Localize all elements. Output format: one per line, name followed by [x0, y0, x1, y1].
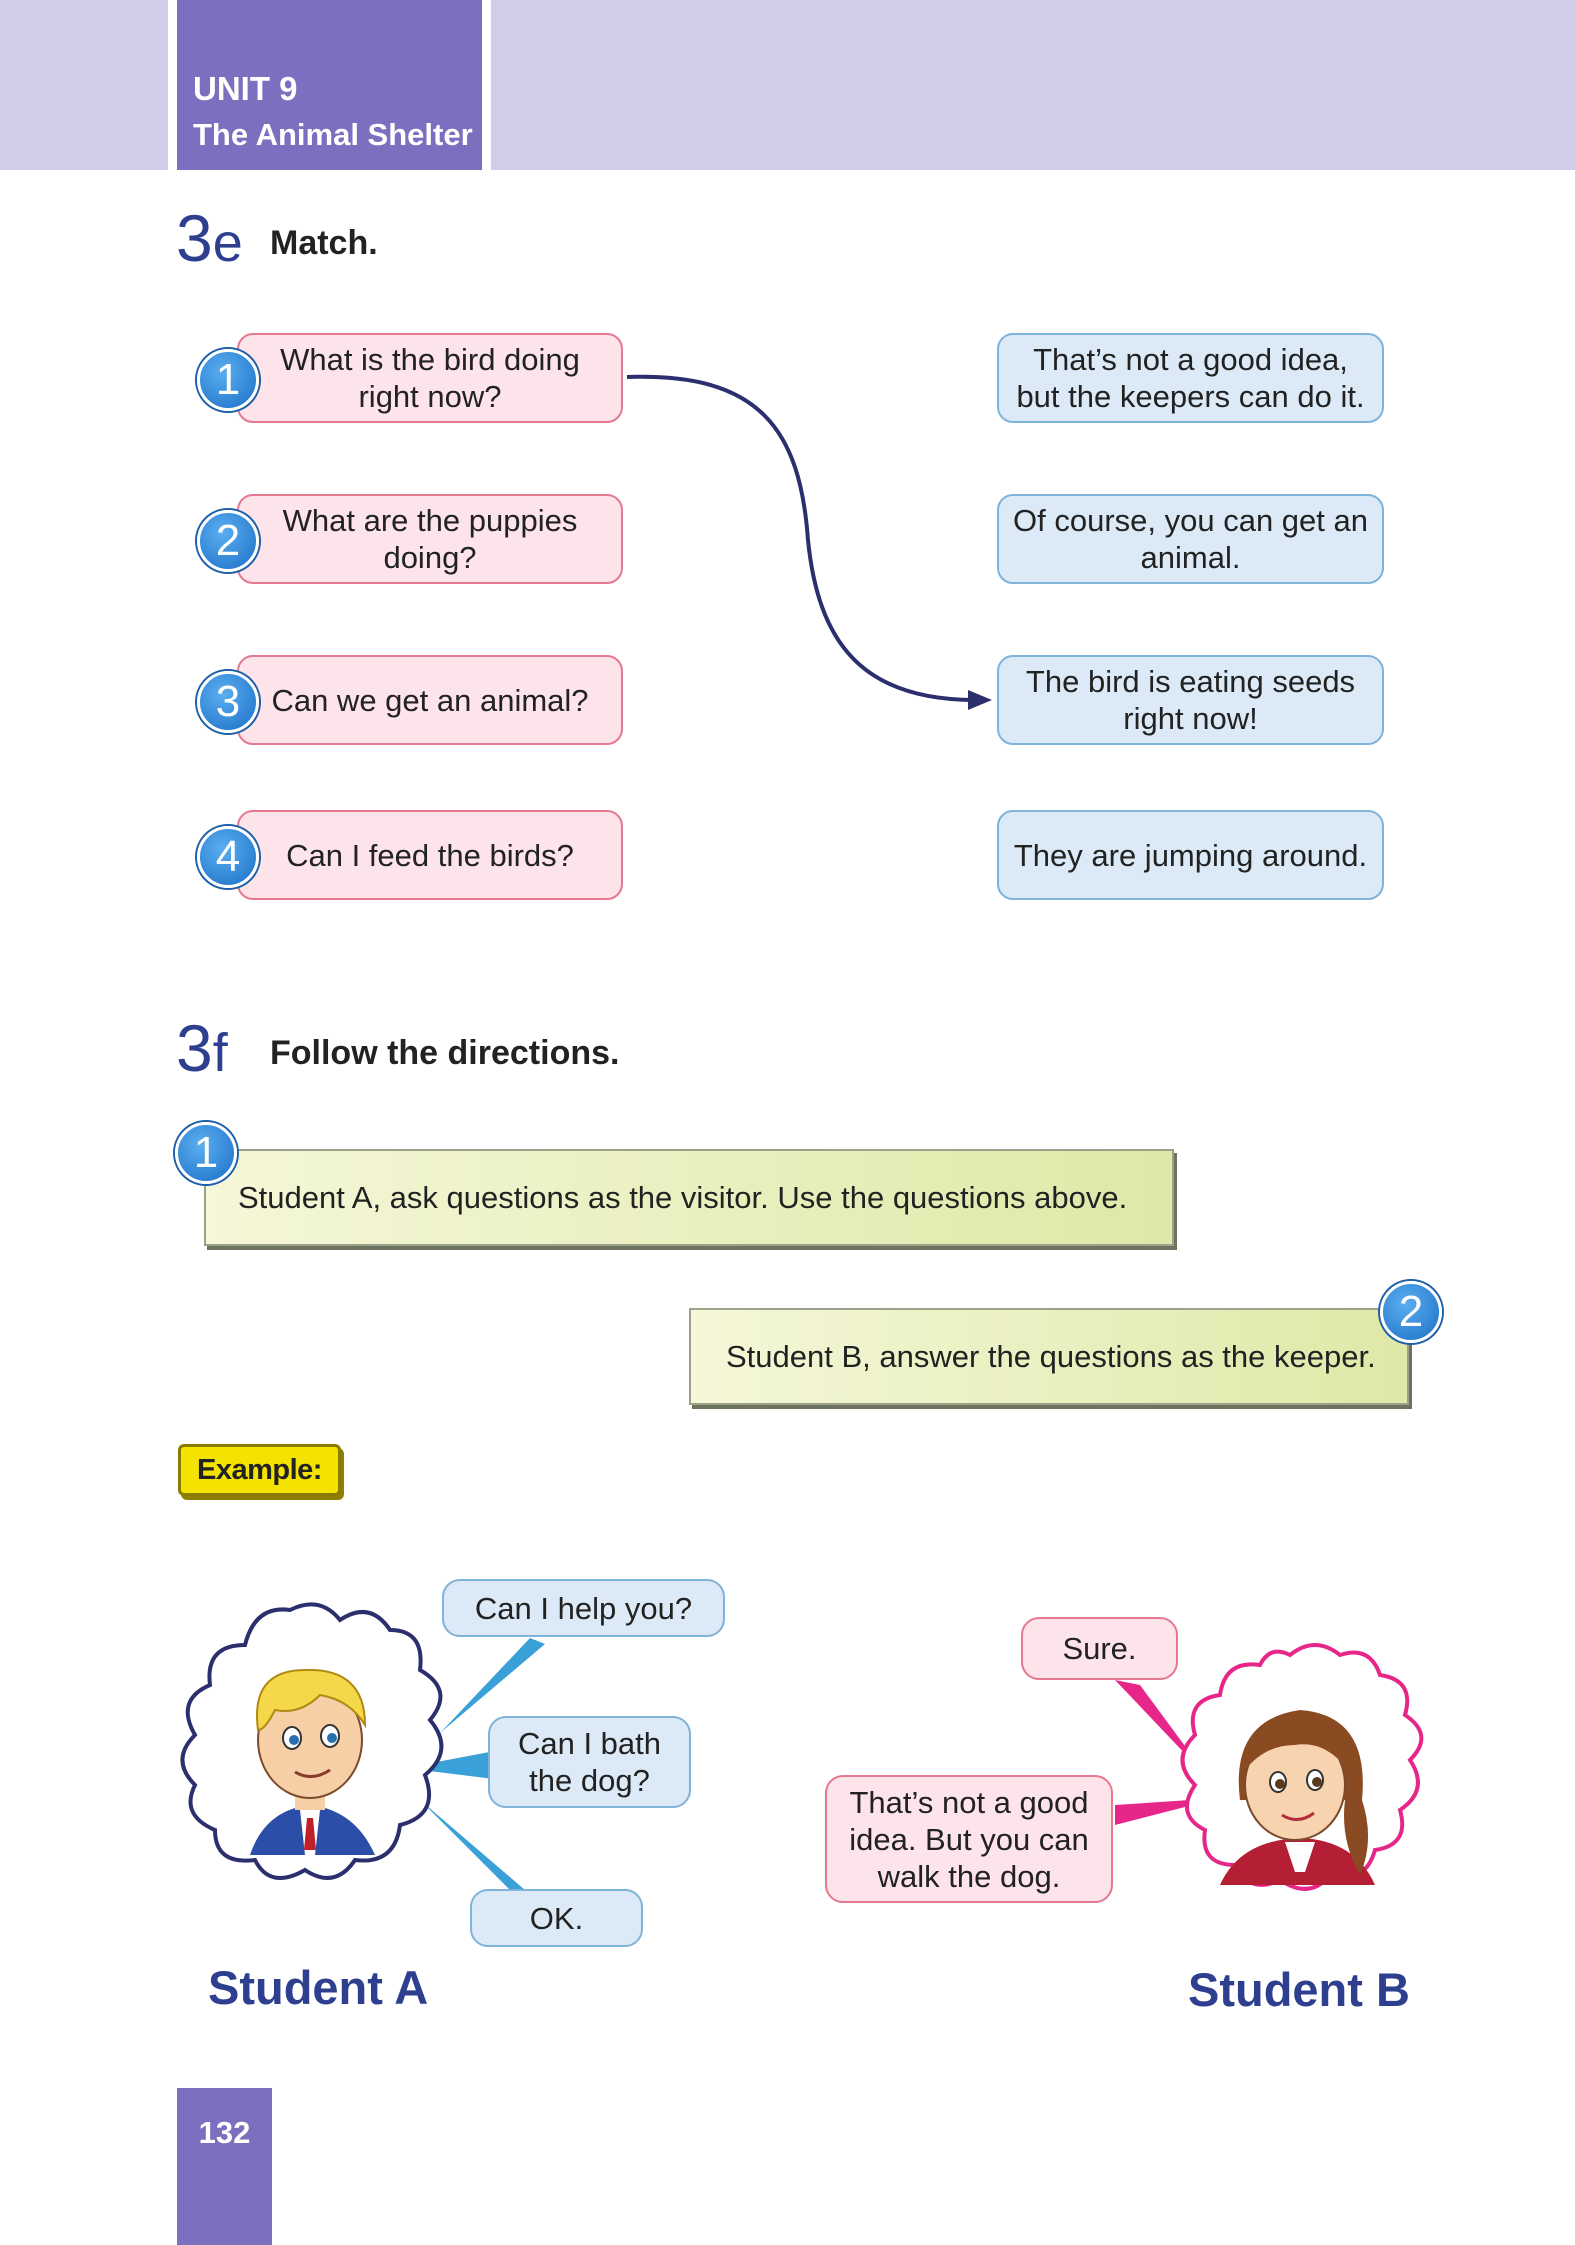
- answer-box-4: They are jumping around.: [997, 810, 1384, 900]
- question-box-1: What is the bird doing right now?: [237, 333, 623, 423]
- question-box-3: Can we get an animal?: [237, 655, 623, 745]
- answer-box-3: The bird is eating seeds right now!: [997, 655, 1384, 745]
- direction-box-2: [689, 1308, 1409, 1405]
- speech-bubble-sure: Sure.: [1021, 1617, 1178, 1680]
- number-badge-1: 1: [197, 349, 259, 411]
- section-number-3f: 3f: [176, 1011, 228, 1085]
- unit-number: UNIT 9: [193, 70, 298, 107]
- match-arrow: [0, 0, 1575, 900]
- page-number-tab: [177, 2088, 272, 2245]
- direction-text-2: Student B, answer the questions as the keeper.: [726, 1338, 1376, 1374]
- question-box-4: Can I feed the birds?: [237, 810, 623, 900]
- number-badge-2: 2: [197, 510, 259, 572]
- number-badge-4: 4: [197, 826, 259, 888]
- number-badge-2: 2: [1380, 1281, 1442, 1343]
- section-number-3e: 3e: [176, 201, 243, 275]
- speech-bubble-help: Can I help you?: [442, 1579, 725, 1637]
- example-label: Example:: [178, 1444, 341, 1496]
- direction-text-1: Student A, ask questions as the visitor. Use the questions above.: [238, 1179, 1128, 1215]
- speech-bubble-not-good-idea: That’s not a good idea. But you can walk the dog.: [825, 1775, 1113, 1903]
- student-b-label: Student B: [1188, 1963, 1410, 2016]
- section-title-directions: Follow the directions.: [270, 1034, 620, 1072]
- section-title-match: Match.: [270, 224, 378, 262]
- speech-bubble-ok: OK.: [470, 1889, 643, 1947]
- speech-bubble-bath: Can I bath the dog?: [488, 1716, 691, 1808]
- answer-box-1: That’s not a good idea, but the keepers can do it.: [997, 333, 1384, 423]
- number-badge-1: 1: [175, 1122, 237, 1184]
- answer-box-2: Of course, you can get an animal.: [997, 494, 1384, 584]
- student-a-label: Student A: [208, 1961, 429, 2014]
- speech-tail: [420, 1800, 525, 1895]
- question-box-2: What are the puppies doing?: [237, 494, 623, 584]
- page-number: 132: [198, 2115, 251, 2150]
- number-badge-3: 3: [197, 671, 259, 733]
- direction-box-1: [204, 1149, 1174, 1246]
- unit-title: The Animal Shelter: [193, 117, 473, 152]
